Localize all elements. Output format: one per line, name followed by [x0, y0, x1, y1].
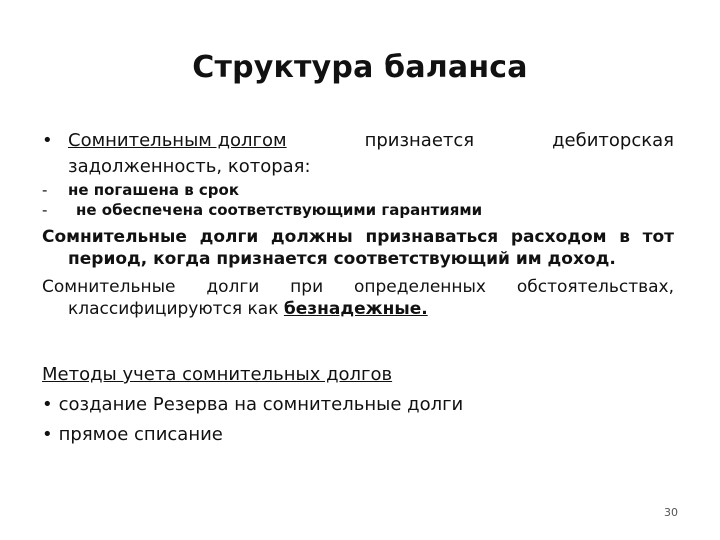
methods-title: Методы учета сомнительных долгов	[42, 364, 393, 385]
paragraph-uncollectible	[42, 276, 674, 320]
bullet-definition	[42, 128, 674, 180]
page-number: 30	[664, 506, 678, 519]
methods-section	[42, 360, 662, 450]
paragraph-expense-recognition: Сомнительные долги должны признаваться расходом в тот период, когда признается соответствующий им доход.	[42, 227, 674, 269]
slide-title: Структура баланса	[192, 50, 528, 85]
method-item-text: создание Резерва на сомнительные долги	[58, 394, 464, 415]
dash-marker: -	[42, 181, 48, 199]
dash-item-not-secured	[42, 200, 674, 220]
method-item-direct-writeoff	[42, 420, 662, 450]
term-uncollectible: безнадежные.	[283, 299, 428, 319]
term-doubtful-debt: Сомнительным долгом	[68, 130, 287, 151]
bullet-marker: •	[42, 130, 53, 151]
content-area	[42, 128, 674, 320]
bullet-first-line	[68, 128, 674, 154]
bullet-second-line: задолженность, которая:	[68, 156, 311, 177]
word-recognized: признается	[364, 130, 475, 151]
method-item-text: прямое списание	[58, 424, 223, 445]
method-item-reserve	[42, 390, 662, 420]
dash-item-not-repaid	[42, 180, 674, 200]
bullet-marker: •	[42, 424, 53, 445]
dash-marker: -	[42, 201, 48, 219]
dash-item-text: не обеспечена соответствующими гарантиями	[76, 201, 483, 219]
paragraph-uncollectible-text: Сомнительные долги при определенных обстоятельствах, классифицируются как	[42, 277, 674, 319]
bullet-marker: •	[42, 394, 53, 415]
dash-item-text: не погашена в срок	[68, 181, 240, 199]
word-receivable: дебиторская	[552, 130, 674, 151]
